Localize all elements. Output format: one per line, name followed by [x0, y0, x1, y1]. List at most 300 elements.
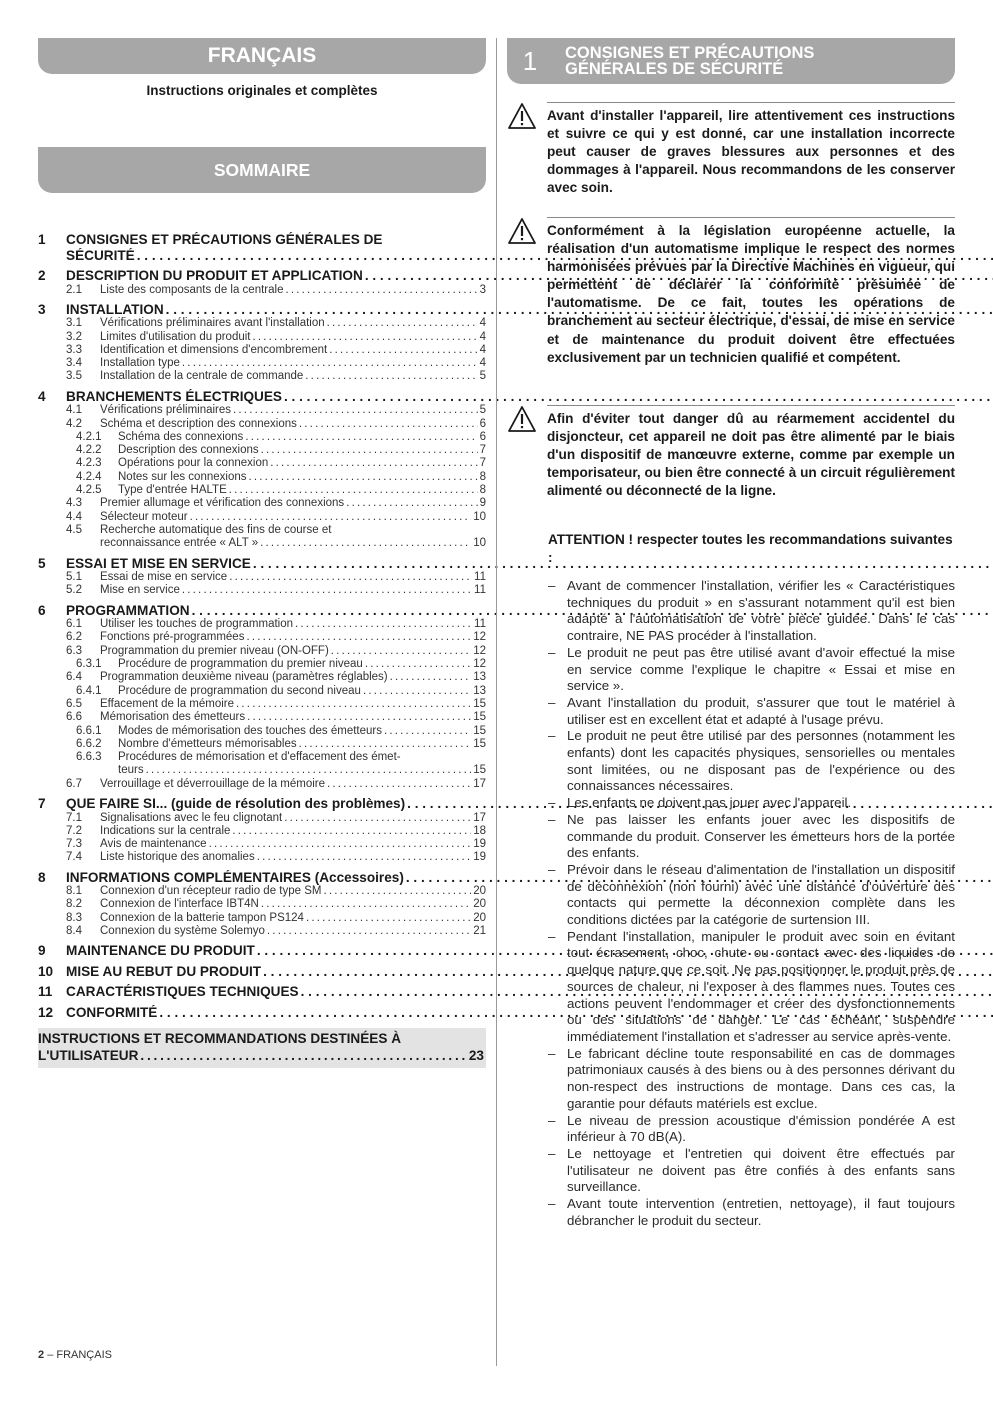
toc-subsection [38, 497, 486, 510]
language-banner: FRANÇAIS [38, 38, 486, 74]
toc-subsection-number: 3.5 [66, 370, 82, 383]
toc-subsection [38, 571, 486, 584]
toc-line [100, 812, 486, 825]
warning-text: Afin d'éviter tout danger dû au réarmement accidentel du disjoncteur, cet appareil ne doit pas être alimenté par le biais d'un dispositif de manœuvre externe, comme par exemple un temporisateur, ou bien être connecté à un circuit régulièrement alimenté ou déconnecté de la ligne. [547, 405, 955, 500]
toc-chapter [38, 389, 486, 405]
toc-entry-title: Fonctions pré-programmées [100, 631, 245, 644]
section-title: CONSIGNES ET PRÉCAUTIONS GÉNÉRALES DE SÉCURITÉ [565, 44, 815, 78]
recommendations-list [548, 578, 955, 1229]
toc-chapter [38, 232, 486, 263]
toc-subsection-body [100, 524, 486, 551]
toc-line [100, 898, 486, 911]
toc-leader-dots [323, 885, 471, 898]
toc-subsection-body [100, 571, 486, 584]
toc-entry-title: Identification et dimensions d'encombrement [100, 343, 328, 356]
toc-subsection-body [100, 812, 486, 825]
toc-subsection [38, 725, 486, 738]
toc-leader-dots [233, 404, 478, 417]
toc-entry-title: INFORMATIONS COMPLÉMENTAIRES (Accessoires) [66, 869, 404, 885]
toc-line [100, 711, 486, 724]
warning-triangle-icon [507, 102, 547, 197]
document-subtitle: Instructions originales et complètes [146, 83, 378, 98]
toc-subsection-body [118, 738, 486, 751]
toc-leader-dots [245, 431, 477, 444]
toc-entry-title: Indications sur la centrale [100, 824, 231, 837]
toc-entry-title: Procédure de programmation du premier niveau [118, 658, 363, 671]
toc-subsection [38, 431, 486, 444]
toc-entry-title: QUE FAIRE SI... (guide de résolution des problèmes) [66, 796, 406, 811]
toc-page-number: 7 [479, 444, 486, 457]
table-of-contents [38, 227, 486, 1068]
warning-block [507, 102, 955, 197]
toc-leader-dots [363, 685, 471, 698]
toc-line [118, 685, 486, 698]
toc-subsection-number: 5.2 [66, 584, 82, 597]
toc-subsection-number: 6.6.1 [76, 724, 102, 737]
toc-subsection [38, 698, 486, 711]
toc-chapter-number: 12 [38, 1004, 54, 1020]
toc-page-number: 8 [479, 470, 486, 483]
recommendation-item: – Les enfants ne doivent pas jouer avec l'appareil. [548, 795, 955, 812]
toc-chapter-number: 4 [38, 388, 46, 404]
toc-subsection [38, 738, 486, 751]
toc-subsection-body [100, 511, 486, 524]
toc-page-number: 10 [473, 510, 486, 523]
toc-line [100, 537, 486, 550]
toc-chapter-number: 5 [38, 555, 46, 571]
toc-line [100, 331, 486, 344]
toc-leader-dots [260, 537, 471, 550]
toc-page-number: 21 [473, 925, 486, 938]
toc-entry-title: INSTRUCTIONS ET RECOMMANDATIONS DESTINÉES À [38, 1031, 402, 1047]
toc-subsection [38, 317, 486, 330]
toc-subsection-body [100, 898, 486, 911]
toc-leader-dots [236, 698, 471, 711]
toc-subsection-body [118, 471, 486, 484]
toc-subsection [38, 524, 486, 551]
toc-chapter [38, 943, 486, 959]
toc-subsection-number: 4.2.4 [76, 470, 102, 483]
toc-line [118, 457, 486, 470]
toc-entry-title: MISE AU REBUT DU PRODUIT [66, 963, 262, 979]
toc-subsection [38, 751, 486, 778]
toc-line [118, 471, 486, 484]
toc-chapter-number: 7 [38, 796, 46, 811]
toc-subsection-number: 4.2.3 [76, 457, 102, 470]
toc-page-number: 15 [473, 764, 486, 777]
toc-subsection-number: 8.2 [66, 898, 82, 911]
toc-line [100, 885, 486, 898]
recommendation-item: – Le fabricant décline toute responsabilité en cas de dommages patrimoniaux causés à des biens ou à des personnes dérivant du non-respect des instructions de montage. Dans ces cas, la garantie pour défauts matériels est exclue. [548, 1046, 955, 1113]
left-column [38, 38, 486, 1064]
toc-page-number: 20 [473, 911, 486, 924]
toc-subsection-number: 8.1 [66, 885, 82, 898]
toc-entry-title: Mise en service [100, 584, 180, 597]
toc-leader-dots [299, 738, 472, 751]
toc-page-number: 4 [479, 317, 486, 330]
toc-line [118, 738, 486, 751]
footer-label: – FRANÇAIS [47, 1349, 112, 1361]
toc-leader-dots [182, 584, 472, 597]
toc-subsection [38, 484, 486, 497]
toc-line [100, 571, 486, 584]
toc-leader-dots [284, 812, 471, 825]
toc-entry-title: MAINTENANCE DU PRODUIT [66, 943, 255, 959]
toc-page-number: 20 [473, 898, 486, 911]
toc-line [100, 497, 486, 510]
toc-chapter [38, 556, 486, 572]
recommendation-item: – Avant l'installation du produit, s'assurer que tout le matériel à utiliser est en excellent état et adapté à l'usage prévu. [548, 695, 955, 728]
toc-line [100, 284, 486, 297]
toc-leader-dots [261, 444, 478, 457]
toc-subsection-body [118, 457, 486, 470]
toc-chapter [38, 870, 486, 886]
toc-chapter-number: 11 [38, 984, 53, 1000]
recommendation-item: – Pendant l'installation, manipuler le produit avec soin en évitant tout écrasement, choc, chute ou contact avec des liquides de quelque nature que ce soit. Ne pas positionner le produit près de sources de chaleur, ni l'exposer à des flammes nues. Toutes ces actions peuvent l'endommager et créer des dysfonctionnements ou des situations de danger. Le cas échéant, suspendre immédiatement l'installation et s'adresser au service après-vente. [548, 929, 955, 1046]
toc-entry-title: INSTALLATION [66, 301, 164, 317]
toc-subsection-number: 4.2.2 [76, 444, 102, 457]
toc-line [66, 389, 993, 405]
toc-entry-title: PROGRAMMATION [66, 602, 190, 618]
toc-subsection [38, 685, 486, 698]
toc-page-number: 4 [479, 330, 486, 343]
toc-subsection-number: 6.6.2 [76, 737, 102, 750]
toc-leader-dots [285, 284, 477, 297]
toc-page-number: 12 [473, 658, 486, 671]
toc-subsection-body [100, 885, 486, 898]
toc-entry-title: Modes de mémorisation des touches des émetteurs [118, 724, 382, 737]
toc-subsection-number: 3.1 [66, 317, 82, 330]
toc-line [38, 1047, 484, 1064]
toc-leader-dots [365, 658, 471, 671]
toc-subsection-number: 4.2.1 [76, 430, 102, 443]
toc-line [118, 751, 486, 764]
toc-subsection-body [100, 925, 486, 938]
toc-subsection-number: 3.4 [66, 357, 82, 370]
toc-line [100, 925, 486, 938]
toc-subsection-body [100, 584, 486, 597]
toc-leader-dots [229, 484, 478, 497]
toc-entry-title: Connexion de l'interface IBT4N [100, 898, 259, 911]
toc-subsection [38, 618, 486, 631]
toc-subsection-number: 6.1 [66, 618, 82, 631]
toc-subsection [38, 284, 486, 297]
toc-chapter [38, 1005, 486, 1021]
toc-line [100, 838, 486, 851]
toc-entry-title: reconnaissance entrée « ALT » [100, 537, 259, 550]
toc-subsection-body [100, 284, 486, 297]
toc-entry-title: Installation de la centrale de commande [100, 370, 304, 383]
warning-text: Avant d'installer l'appareil, lire attentivement ces instructions et suivre ce qui y est donné, car une installation incorrecte peut causer de graves blessures aux personnes et des dommages à l'appareil. Nous recommandons de les conserver avec soin. [547, 102, 955, 197]
toc-entry-title: Mémorisation des émetteurs [100, 711, 246, 724]
toc-subsection [38, 404, 486, 417]
toc-subsection-number: 3.3 [66, 343, 82, 356]
toc-leader-dots [327, 778, 471, 791]
toc-page-number: 6 [479, 430, 486, 443]
toc-subsection [38, 925, 486, 938]
toc-page-number: 11 [474, 618, 486, 631]
toc-entry-title: teurs [118, 764, 144, 777]
page-footer [38, 1349, 112, 1361]
toc-subsection-number: 6.6 [66, 711, 82, 724]
toc-subsection-body [118, 484, 486, 497]
toc-leader-dots [146, 764, 472, 777]
toc-page-number: 11 [474, 584, 486, 597]
toc-subsection [38, 444, 486, 457]
toc-line [100, 404, 486, 417]
toc-entry-title: Connexion du système Solemyo [100, 925, 265, 938]
toc-subsection-number: 4.1 [66, 404, 82, 417]
recommendation-item: – Le nettoyage et l'entretien qui doivent être effectués par l'utilisateur ne doivent pas être confiés à des enfants sans surveillance. [548, 1146, 955, 1196]
toc-subsection-number: 4.2 [66, 417, 82, 430]
toc-chapter [38, 984, 486, 1000]
toc-entry-title: Effacement de la mémoire [100, 697, 235, 710]
toc-final-body [38, 1030, 484, 1064]
toc-subsection-number: 4.4 [66, 510, 82, 523]
toc-subsection [38, 331, 486, 344]
toc-line [100, 851, 486, 864]
right-column [507, 38, 955, 1228]
toc-line [100, 370, 486, 383]
toc-leader-dots [284, 389, 993, 405]
toc-subsection [38, 418, 486, 431]
toc-entry-title: Vérifications préliminaires [100, 404, 232, 417]
toc-entry-title: Vérifications préliminaires avant l'installation [100, 317, 325, 330]
toc-line [100, 825, 486, 838]
section-header [507, 38, 955, 84]
toc-subsection-body [100, 631, 486, 644]
toc-leader-dots [390, 671, 472, 684]
toc-line [100, 344, 486, 357]
toc-page-number: 19 [473, 851, 486, 864]
toc-subsection-number: 6.3 [66, 644, 82, 657]
recommendation-item: – Ne pas laisser les enfants jouer avec les dispositifs de commande du produit. Conserver les émetteurs hors de la portée des enfants. [548, 812, 955, 862]
toc-subsection-body [100, 645, 486, 658]
warning-text: Conformément à la législation européenne actuelle, la réalisation d'un automatisme implique le respect des normes harmonisées prévues par la Directive Machines en vigueur, qui permettent de déclarer la conformité présumée de l'automatisme. De ce fait, toutes les opérations de branchement au secteur électrique, d'essai, de mise en service et de maintenance du produit doivent être effectuées exclusivement par un technicien qualifié et compétent. [547, 217, 955, 367]
toc-entry-title: Connexion d'un récepteur radio de type SM [100, 885, 322, 898]
toc-line [100, 317, 486, 330]
toc-subsection [38, 631, 486, 644]
toc-chapter-number: 6 [38, 602, 46, 618]
toc-subsection-body [100, 317, 486, 330]
toc-line [118, 764, 486, 777]
toc-page-number: 8 [479, 484, 486, 497]
toc-line [100, 357, 486, 370]
warning-triangle-icon [507, 217, 547, 367]
recommendation-item: – Avant toute intervention (entretien, nettoyage), il faut toujours débrancher le produit du secteur. [548, 1196, 955, 1229]
toc-chapter [38, 268, 486, 284]
toc-leader-dots [257, 851, 472, 864]
recommendation-item: – Le produit ne peut être utilisé par des personnes (notamment les enfants) dont les capacités physiques, sensorielles ou mentales sont limitées, ou ne disposant pas de l'expérience ou des connaissances nécessaires. [548, 728, 955, 795]
toc-page-number: 15 [473, 737, 486, 750]
toc-subsection-number: 6.5 [66, 697, 82, 710]
toc-entry-title: DESCRIPTION DU PRODUIT ET APPLICATION [66, 268, 363, 283]
toc-subsection [38, 344, 486, 357]
page-number: 2 [38, 1349, 45, 1361]
toc-leader-dots [246, 631, 471, 644]
column-divider [496, 38, 497, 1366]
toc-subsection [38, 471, 486, 484]
toc-page-number: 13 [473, 684, 486, 697]
toc-page-number: 4 [479, 343, 486, 356]
toc-line [118, 725, 486, 738]
toc-subsection-number: 2.1 [66, 283, 82, 296]
recommendation-item: – Avant de commencer l'installation, vérifier les « Caractéristiques techniques du produit » en s'assurant notamment qu'il est bien adapté à l'automatisation de votre pièce guidée. Dans le cas contraire, NE PAS procéder à l'installation. [548, 578, 955, 645]
toc-subsection-number: 8.4 [66, 925, 82, 938]
toc-subsection-body [100, 851, 486, 864]
toc-page-number: 23 [468, 1048, 484, 1064]
toc-subsection-number: 6.3.1 [76, 658, 102, 671]
toc-leader-dots [247, 711, 471, 724]
toc-line [100, 778, 486, 791]
recommendation-item: – Le niveau de pression acoustique d'émission pondérée A est inférieur à 70 dB(A). [548, 1113, 955, 1146]
toc-subsection [38, 825, 486, 838]
toc-subsection-body [118, 444, 486, 457]
toc-page-number: 15 [473, 724, 486, 737]
toc-page-number: 11 [474, 571, 486, 584]
toc-subsection-number: 5.1 [66, 571, 82, 584]
toc-leader-dots [305, 370, 477, 383]
toc-page-number: 15 [473, 711, 486, 724]
toc-entry-title: Schéma et description des connexions [100, 417, 297, 430]
toc-line [118, 658, 486, 671]
toc-entry-title: Signalisations avec le feu clignotant [100, 811, 283, 824]
toc-line [118, 431, 486, 444]
toc-subsection-body [100, 344, 486, 357]
toc-entry-title: Verrouillage et déverrouillage de la mémoire [100, 777, 326, 790]
toc-entry-title: Installation type [100, 357, 180, 370]
toc-entry-title: CONSIGNES ET PRÉCAUTIONS GÉNÉRALES DE [66, 232, 383, 247]
toc-leader-dots [261, 898, 471, 911]
toc-subsection-number: 7.1 [66, 811, 82, 824]
toc-line [100, 671, 486, 684]
toc-subsection [38, 912, 486, 925]
toc-entry-title: Notes sur les connexions [118, 470, 247, 483]
toc-page-number: 6 [479, 417, 486, 430]
toc-subsection-body [118, 685, 486, 698]
toc-entry-title: Essai de mise en service [100, 571, 228, 584]
toc-page-number: 17 [473, 811, 486, 824]
attention-heading: ATTENTION ! respecter toutes les recommandations suivantes : [548, 532, 953, 566]
recommendation-item: – Prévoir dans le réseau d'alimentation de l'installation un dispositif de déconnexion (non fourni) avec une distance d'ouverture des contacts qui permette la déconnexion complète dans les conditions dictées par la catégorie de surtension III. [548, 862, 955, 929]
toc-page-number: 20 [473, 885, 486, 898]
toc-subsection [38, 357, 486, 370]
toc-subsection-number: 6.4 [66, 671, 82, 684]
toc-entry-title: Programmation deuxième niveau (paramètres réglables) [100, 671, 388, 684]
toc-chapter [38, 964, 486, 980]
toc-line [100, 418, 486, 431]
toc-subsection-body [118, 725, 486, 738]
toc-line [118, 444, 486, 457]
toc-subsection [38, 812, 486, 825]
toc-entry-title: ESSAI ET MISE EN SERVICE [66, 555, 251, 571]
toc-chapter [38, 302, 486, 318]
toc-line [100, 618, 486, 631]
toc-chapter [38, 603, 486, 619]
toc-leader-dots [267, 925, 471, 938]
toc-chapter-body [66, 389, 993, 405]
toc-page-number: 4 [479, 357, 486, 370]
section-number: 1 [522, 45, 538, 76]
toc-subsection-body [100, 912, 486, 925]
toc-entry-title: Liste des composants de la centrale [100, 283, 284, 296]
toc-line [38, 1030, 484, 1047]
toc-page-number: 12 [473, 631, 486, 644]
toc-page-number: 17 [473, 777, 486, 790]
toc-entry-title: Premier allumage et vérification des connexions [100, 497, 345, 510]
toc-leader-dots [253, 331, 478, 344]
toc-line [100, 912, 486, 925]
toc-subsection-body [100, 778, 486, 791]
toc-leader-dots [299, 418, 478, 431]
toc-leader-dots [190, 511, 472, 524]
toc-subsection-number: 6.4.1 [76, 684, 102, 697]
toc-subsection-body [100, 838, 486, 851]
toc-line [118, 484, 486, 497]
toc-line [100, 631, 486, 644]
toc-entry-title: Connexion de la batterie tampon PS124 [100, 911, 304, 924]
toc-entry-title: Sélecteur moteur [100, 510, 188, 523]
toc-entry-title: Limites d'utilisation du produit [100, 330, 251, 343]
toc-entry-title: Liste historique des anomalies [100, 851, 255, 864]
toc-subsection [38, 457, 486, 470]
toc-entry-title: Schéma des connexions [118, 430, 244, 443]
toc-subsection [38, 671, 486, 684]
toc-entry-title: Avis de maintenance [100, 838, 207, 851]
toc-leader-dots [209, 838, 472, 851]
toc-subsection-number: 7.4 [66, 851, 82, 864]
toc-subsection-body [118, 751, 486, 778]
toc-subsection [38, 885, 486, 898]
toc-entry-title: CARACTÉRISTIQUES TECHNIQUES [66, 984, 299, 1000]
toc-subsection-number: 4.5 [66, 523, 82, 536]
toc-leader-dots [270, 457, 477, 470]
toc-subsection-body [100, 370, 486, 383]
toc-entry-title: Opérations pour la connexion [118, 457, 269, 470]
toc-line [100, 584, 486, 597]
toc-page-number: 18 [473, 824, 486, 837]
toc-subsection-number: 8.3 [66, 911, 82, 924]
toc-subsection [38, 838, 486, 851]
toc-chapter [38, 796, 486, 812]
toc-subsection-body [118, 431, 486, 444]
toc-subsection-body [100, 825, 486, 838]
toc-chapter-number: 2 [38, 268, 46, 283]
toc-subsection [38, 645, 486, 658]
toc-page-number: 7 [479, 457, 486, 470]
toc-entry-title: Programmation du premier niveau (ON-OFF) [100, 644, 329, 657]
toc-subsection [38, 658, 486, 671]
toc-line [100, 524, 486, 537]
toc-entry-title: SÉCURITÉ [66, 247, 135, 263]
toc-subsection-body [100, 357, 486, 370]
toc-entry-title: BRANCHEMENTS ÉLECTRIQUES [66, 388, 282, 404]
warning-block [507, 217, 955, 367]
toc-subsection-number: 7.2 [66, 824, 82, 837]
toc-subsection [38, 851, 486, 864]
toc-page-number: 3 [479, 283, 486, 296]
toc-subsection [38, 370, 486, 383]
toc-entry-title: Nombre d'émetteurs mémorisables [118, 737, 297, 750]
toc-leader-dots [248, 471, 477, 484]
toc-page-number: 5 [479, 370, 486, 383]
toc-subsection-number: 6.2 [66, 631, 82, 644]
toc-subsection [38, 584, 486, 597]
toc-entry-title: Description des connexions [118, 444, 259, 457]
toc-chapter-number: 8 [38, 869, 46, 885]
toc-line [100, 511, 486, 524]
toc-leader-dots [329, 344, 477, 357]
